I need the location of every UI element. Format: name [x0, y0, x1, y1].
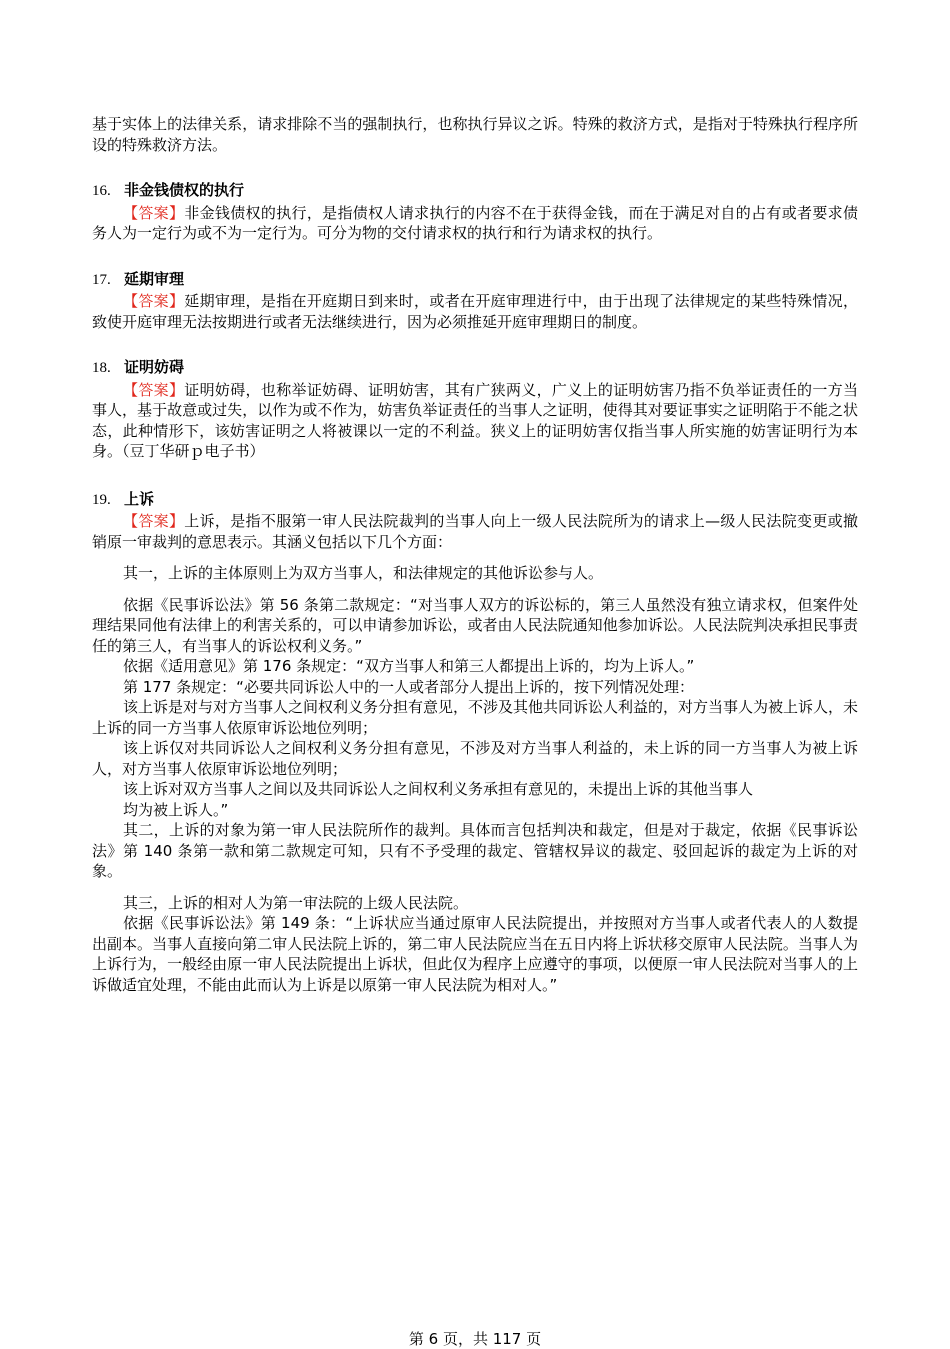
- appeal-opinion-article-177: 第 177 条规定：“必要共同诉讼人中的一人或者部分人提出上诉的，按下列情况处理：: [123, 677, 694, 696]
- item-title: 上诉: [124, 489, 155, 508]
- answer-paragraph-16: [92, 203, 858, 244]
- appeal-point-2: 其二，上诉的对象为第一审人民法院所作的裁判。具体而言包括判决和裁定，但是对于裁定，依据《民事诉讼法》第 140 条第一款和第二款规定可知，只有不予受理的裁定、管辖权异议的裁定、驳回起诉的裁定为上诉的对象。: [92, 821, 858, 880]
- answer-text: 证明妨碍，也称举证妨碍、证明妨害，其有广狭两义，广义上的证明妨害乃指不负举证责任的一方当事人，基于故意或过失，以作为或不作为，妨害负举证责任的当事人之证明，使得其对要证事实之证明陷于不能之状态，此种情形下，该妨害证明之人将被课以一定的不利益。狭义上的证明妨害仅指当事人所实施的妨害证明行为本身。（豆丁华研ｐ电子书）: [92, 380, 858, 460]
- answer-label: 【答案】: [123, 380, 185, 399]
- appeal-point-3: 其三，上诉的相对人为第一审法院的上级人民法院。: [123, 893, 469, 912]
- intro-paragraph: 基于实体上的法律关系，请求排除不当的强制执行，也称执行异议之诉。特殊的救济方式，是指对于特殊执行程序所设的特殊救济方法。: [92, 115, 858, 154]
- appeal-law-article-56: 依据《民事诉讼法》第 56 条第二款规定：“对当事人双方的诉讼标的，第三人虽然没有独立请求权，但案件处理结果同他有法律上的利害关系的，可以申请参加诉讼，或者由人民法院通知他参加诉讼。人民法院判决承担民事责任的第三人，有当事人的诉讼权利义务。”: [92, 595, 858, 655]
- appeal-case-3-continued: 均为被上诉人。”: [123, 800, 229, 819]
- item-heading-19: [92, 489, 858, 511]
- item-title: 延期审理: [124, 269, 185, 288]
- answer-label: 【答案】: [123, 292, 185, 310]
- item-number: 16.: [92, 183, 111, 199]
- appeal-case-2: 该上诉仅对共同诉讼人之间权利义务分担有意见，不涉及对方当事人利益的，未上诉的同一方当事人为被上诉人，对方当事人依原审诉讼地位列明；: [92, 739, 858, 778]
- answer-text: 延期审理，是指在开庭期日到来时，或者在开庭审理进行中，由于出现了法律规定的某些特殊情况，致使开庭审理无法按期进行或者无法继续进行，因为必须推延开庭审理期日的制度。: [92, 292, 858, 331]
- answer-text: 上诉，是指不服第一审人民法院裁判的当事人向上一级人民法院所为的请求上—级人民法院变更或撤销原一审裁判的意思表示。其涵义包括以下几个方面：: [92, 512, 858, 551]
- item-number: 19.: [92, 491, 111, 508]
- item-number: 18.: [92, 360, 111, 376]
- appeal-case-3: 该上诉对双方当事人之间以及共同诉讼人之间权利义务承担有意见的，未提出上诉的其他当事人: [123, 780, 754, 798]
- answer-label: 【答案】: [123, 512, 185, 530]
- answer-label: 【答案】: [123, 203, 185, 222]
- appeal-opinion-article-176: 依据《适用意见》第 176 条规定：“双方当事人和第三人都提出上诉的，均为上诉人。”: [123, 657, 695, 675]
- answer-paragraph-17: [92, 291, 858, 332]
- appeal-case-1: 该上诉是对与对方当事人之间权利义务分担有意见，不涉及其他共同诉讼人利益的，对方当事人为被上诉人，未上诉的同一方当事人依原审诉讼地位列明；: [92, 698, 859, 737]
- answer-paragraph-18: [92, 380, 858, 462]
- item-heading-16: [92, 180, 858, 202]
- item-number: 17.: [92, 271, 111, 288]
- answer-text: 非金钱债权的执行，是指债权人请求执行的内容不在于获得金钱，而在于满足对自的占有或者要求债务人为一定行为或不为一定行为。可分为物的交付请求权的执行和行为请求权的执行。: [92, 203, 858, 242]
- item-title: 证明妨碍: [124, 358, 185, 376]
- answer-paragraph-19: [92, 511, 858, 552]
- item-heading-17: [92, 269, 858, 291]
- item-title: 非金钱债权的执行: [124, 181, 245, 199]
- item-heading-18: [92, 357, 858, 379]
- document-page: [92, 114, 858, 995]
- appeal-point-1: 其一，上诉的主体原则上为双方当事人，和法律规定的其他诉讼参与人。: [123, 564, 604, 582]
- appeal-law-article-149: 依据《民事诉讼法》第 149 条：“上诉状应当通过原审人民法院提出，并按照对方当事人或者代表人的人数提出副本。当事人直接向第二审人民法院上诉的，第二审人民法院应当在五日内将上诉状移交原审人民法院。当事人为上诉行为，一般经由原一审人民法院提出上诉状，但此仅为程序上应遵守的事项，以便原一审人民法院对当事人的上诉做适宜处理，不能由此而认为上诉是以原第一审人民法院为相对人。”: [92, 914, 858, 994]
- page-footer: 第 6 页，共 117 页: [408, 1330, 542, 1348]
